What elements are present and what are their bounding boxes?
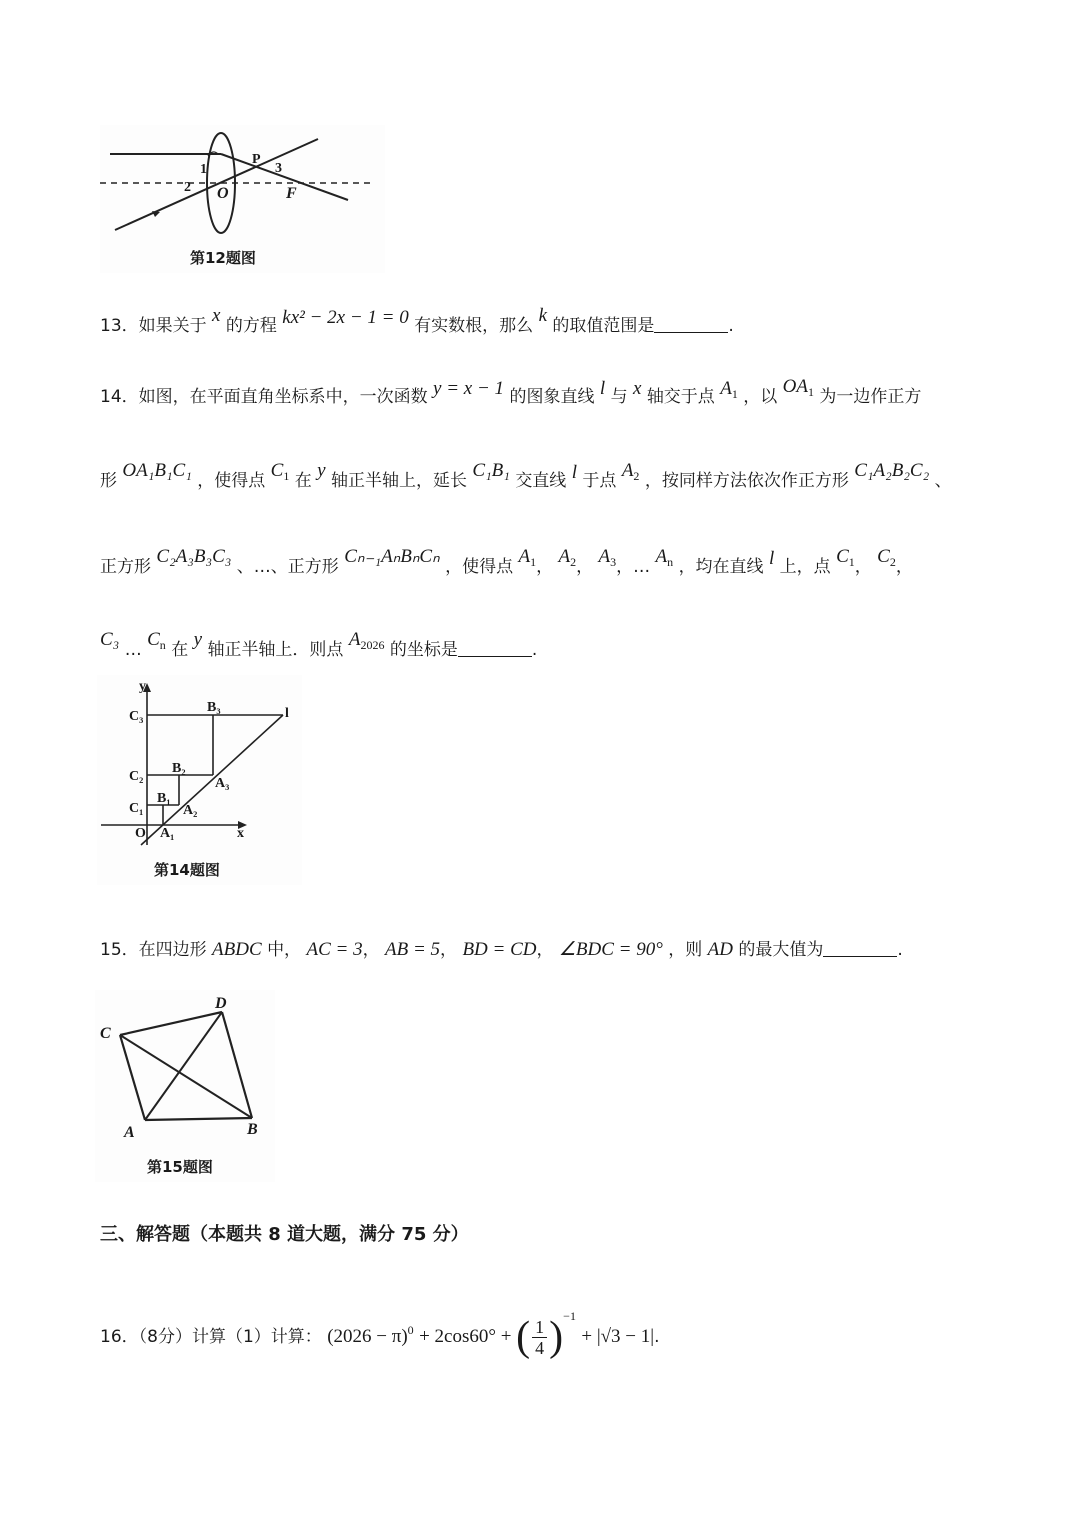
q14-text-2b: ，使得点 — [197, 471, 266, 491]
question-14-line-1 — [100, 375, 921, 409]
question-14-line-3 — [100, 545, 913, 579]
fig12-label-F: F — [286, 185, 297, 202]
q14-text-1b: 的图象直线 — [509, 387, 595, 407]
q14-text-4b: 在 — [171, 640, 189, 660]
q14-comma: ， — [854, 557, 872, 577]
q13-answer-blank — [654, 314, 728, 333]
q13-end: . — [728, 316, 734, 336]
q14-text-1d: 轴交于点 — [646, 387, 715, 407]
q13-var-x: x — [212, 305, 221, 326]
q14-line-l-3: l — [768, 548, 775, 569]
q15-sep: ， — [536, 940, 554, 960]
q14-C1-list: $C_1$ — [836, 546, 855, 569]
fig14-label-A1: A₁ — [160, 826, 175, 841]
fig12-label-O: O — [217, 185, 229, 202]
q16-text: （8分）计算（1）计算： — [138, 1327, 322, 1347]
q14-square-1: OA₁B₁C₁ — [122, 460, 192, 481]
q14-answer-blank — [458, 638, 532, 657]
fig14-label-A2: A₂ — [183, 803, 198, 818]
q16-term-2: + 2cos60° + — [419, 1326, 517, 1347]
q14-line-l-2: l — [571, 462, 577, 483]
fig14-label-C3: C₃ — [129, 709, 144, 724]
q15-cond-3: BD = CD — [462, 939, 537, 960]
q13-text-4: 的取值范围是 — [552, 316, 655, 336]
q14-text-3d: ，均在直线 — [678, 557, 764, 577]
q14-Cn: $C_n$ — [147, 629, 166, 652]
q16-fraction — [532, 1317, 547, 1358]
q14-x: x — [632, 378, 642, 399]
question-14-line-4 — [100, 628, 537, 662]
q14-A3-list: $A_3$ — [598, 546, 617, 569]
q14-dots: ，… — [616, 557, 651, 577]
q16-frac-num: 1 — [532, 1317, 547, 1338]
figure-15-diagram — [95, 990, 275, 1182]
q14-A1-list: $A_1$ — [518, 546, 537, 569]
q14-comma: ， — [895, 557, 913, 577]
q16-frac-den: 4 — [535, 1337, 545, 1358]
q14-comma: ， — [536, 557, 554, 577]
fig14-label-x: x — [237, 826, 244, 841]
q14-text-2e: 交直线 — [515, 471, 567, 491]
q14-number: 14． — [100, 387, 139, 407]
q14-text-3e: 上，点 — [779, 557, 831, 577]
q15-answer-blank — [823, 938, 897, 957]
q16-paren-open: ( — [516, 1314, 531, 1360]
q16-number: 16． — [100, 1327, 139, 1347]
q14-square-2: C₁A₂B₂C₂ — [854, 460, 930, 481]
q14-text-1e: ，以 — [743, 387, 778, 407]
figure-12-diagram — [100, 125, 385, 273]
q14-y: y — [317, 460, 326, 481]
q14-square-3: C₂A₃B₃C₃ — [156, 546, 232, 567]
q14-y-2: y — [193, 629, 203, 650]
q14-text-3b: 、…、正方形 — [236, 557, 339, 577]
q14-C1B1: C₁B₁ — [472, 460, 510, 481]
fig12-label-2: 2 — [184, 180, 191, 195]
q15-cond-2: AB = 5 — [384, 939, 441, 960]
figure-12-caption: 第12题图 — [190, 249, 256, 267]
q14-text-2a: 形 — [100, 471, 117, 491]
q15-AD: AD — [707, 939, 733, 960]
q15-cond-4: ∠BDC = 90° — [558, 939, 663, 960]
q15-text-3: ，则 — [668, 940, 703, 960]
fig12-label-3: 3 — [275, 161, 282, 176]
fig14-label-l: l — [285, 706, 289, 721]
q15-quad: ABDC — [212, 939, 262, 960]
fig14-label-C2: C₂ — [129, 769, 144, 784]
q13-text-3: 有实数根，那么 — [414, 316, 534, 336]
figure-14-caption: 第14题图 — [154, 861, 220, 879]
q16-term-1: (2026 − π) — [327, 1326, 408, 1347]
q14-text-1f: 为一边作正方 — [819, 387, 922, 407]
figure-14 — [97, 675, 302, 885]
question-14-line-2 — [100, 459, 952, 493]
figure-12 — [100, 125, 385, 273]
q14-C1: $C_1$ — [270, 460, 290, 483]
q14-A1: $A_1$ — [720, 378, 738, 401]
q15-text-2: 中， — [267, 940, 302, 960]
figure-15 — [95, 990, 275, 1182]
q14-text-4c: 轴正半轴上．则点 — [207, 640, 344, 660]
q16-term-3-exp: −1 — [563, 1309, 576, 1323]
q14-C3: C₃ — [100, 629, 120, 650]
q15-text-4: 的最大值为 — [738, 940, 824, 960]
q14-text-1a: 如图，在平面直角坐标系中，一次函数 — [138, 387, 428, 407]
q14-OA1: $OA_1$ — [782, 376, 814, 399]
q13-number: 13． — [100, 316, 139, 336]
q14-line-l: l — [599, 378, 606, 399]
q16-term-4: + |√3 − 1| — [581, 1326, 655, 1347]
q14-text-2g: ，按同样方法依次作正方形 — [644, 471, 849, 491]
fig15-label-B: B — [247, 1121, 258, 1138]
q13-equation: kx² − 2x − 1 = 0 — [282, 307, 409, 328]
fig14-label-B2: B₂ — [172, 761, 186, 776]
q14-A2: $A_2$ — [621, 460, 640, 483]
q13-text-1: 如果关于 — [138, 316, 207, 336]
q14-text-2c: 在 — [294, 471, 312, 491]
q14-A2026: $A_{2026}$ — [348, 629, 385, 652]
q14-text-1c: 与 — [610, 387, 628, 407]
fig14-label-B1: B₁ — [157, 791, 171, 806]
q13-text-2: 的方程 — [225, 316, 277, 336]
q15-sep: ， — [440, 940, 458, 960]
question-13 — [100, 304, 734, 338]
q13-var-k: k — [538, 305, 548, 326]
q15-number: 15． — [100, 940, 139, 960]
q14-dots-2: … — [124, 640, 142, 660]
fig15-label-A: A — [124, 1124, 135, 1141]
q16-term-1-exp: 0 — [407, 1323, 414, 1337]
fig14-label-y: y — [139, 679, 146, 694]
figure-15-caption: 第15题图 — [147, 1158, 213, 1176]
fig14-label-O: O — [135, 826, 146, 841]
fig14-label-A3: A₃ — [215, 776, 230, 791]
question-16 — [100, 1286, 659, 1367]
fig14-label-C1: C₁ — [129, 801, 144, 816]
q14-text-4d: 的坐标是 — [389, 640, 458, 660]
figure-14-diagram — [97, 675, 302, 885]
q16-end: . — [654, 1327, 660, 1347]
q14-text-2h: 、 — [934, 471, 952, 491]
q14-A2-list: $A_2$ — [558, 546, 577, 569]
q15-text-1: 在四边形 — [138, 940, 207, 960]
q14-text-3c: ，使得点 — [445, 557, 514, 577]
fig12-label-P: P — [252, 152, 261, 167]
q14-square-n: Cₙ₋₁AₙBₙCₙ — [344, 546, 440, 567]
question-15 — [100, 938, 903, 962]
q14-function: y = x − 1 — [433, 378, 505, 399]
q15-end: . — [897, 940, 903, 960]
q16-paren-close: ) — [549, 1314, 564, 1360]
fig15-label-C: C — [100, 1025, 111, 1042]
q14-comma: ， — [576, 557, 594, 577]
fig14-label-B3: B₃ — [207, 700, 221, 715]
q15-cond-1: AC = 3 — [306, 939, 363, 960]
section-3-heading: 三、解答题（本题共 8 道大题，满分 75 分） — [100, 1224, 469, 1245]
q15-sep: ， — [362, 940, 380, 960]
fig15-label-D: D — [215, 995, 227, 1012]
q14-C2-list: $C_2$ — [877, 546, 896, 569]
q14-An: $A_n$ — [655, 546, 674, 569]
q14-text-2d: 轴正半轴上，延长 — [331, 471, 467, 491]
fig12-label-1: 1 — [200, 162, 207, 177]
q14-text-3a: 正方形 — [100, 557, 151, 577]
q14-text-2f: 于点 — [582, 471, 617, 491]
q14-end: . — [531, 640, 538, 660]
